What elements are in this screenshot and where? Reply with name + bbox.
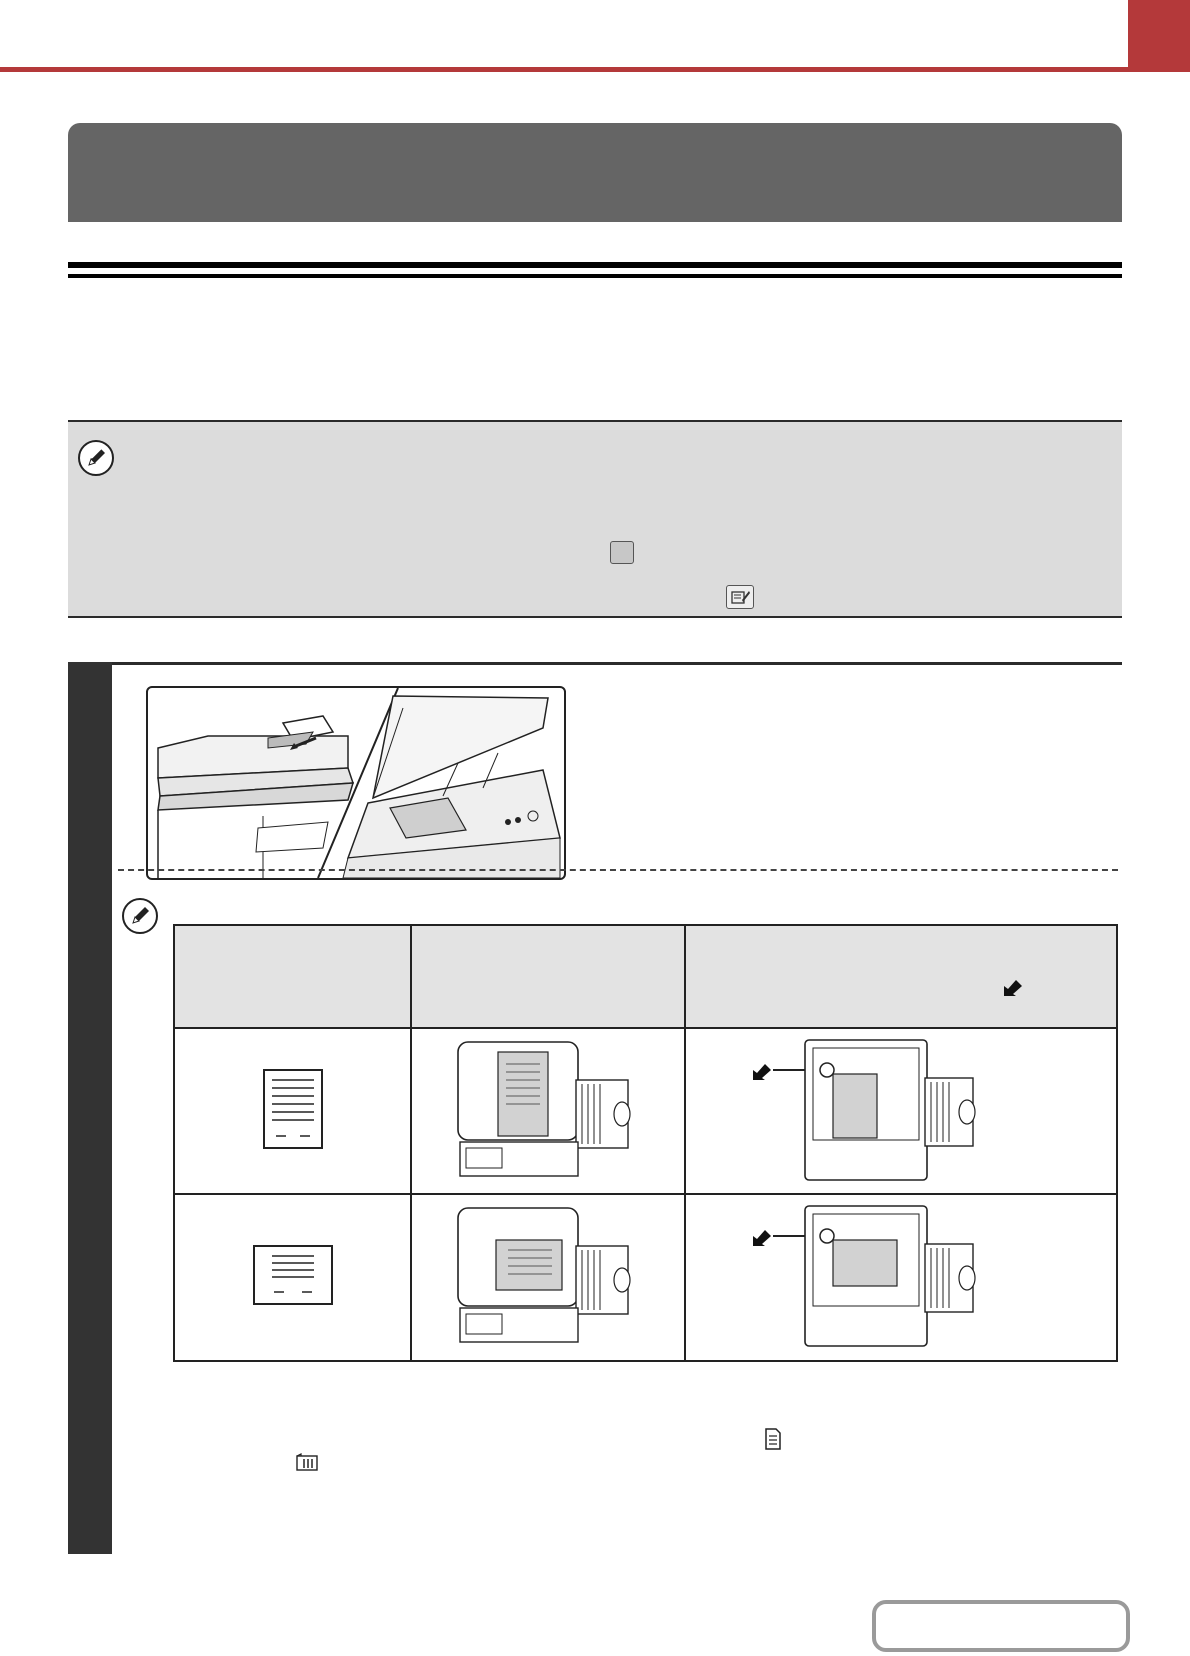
glass-portrait-icon: [751, 1034, 1051, 1184]
document-feeder-and-glass-illustration: [146, 686, 566, 880]
portrait-original-icon: [262, 1068, 324, 1150]
step-sidebar: [68, 662, 112, 1554]
landscape-original-icon: [252, 1244, 334, 1306]
chapter-header-band: [68, 123, 1122, 222]
table-row: [174, 1194, 1117, 1361]
landscape-original-cell: [174, 1194, 411, 1361]
step-note-pencil-icon: [122, 898, 158, 934]
portrait-original-cell: [174, 1028, 411, 1194]
portrait-feeder-cell: [411, 1028, 685, 1194]
header-feeder-cell: [411, 925, 685, 1028]
settings-icon: [726, 585, 754, 609]
top-accent-tab: [1128, 0, 1190, 72]
landscape-glass-cell: [685, 1194, 1117, 1361]
key-button-icon: [610, 541, 634, 564]
orientation-table: [173, 924, 1118, 1362]
table-row: [174, 1028, 1117, 1194]
section-title-rule: [68, 262, 1122, 268]
header-glass-cell: [685, 925, 1117, 1028]
pencil-icon: [78, 440, 114, 476]
landscape-feeder-cell: [411, 1194, 685, 1361]
table-header-row: [174, 925, 1117, 1028]
note-box: [68, 420, 1122, 618]
top-accent-rule: [0, 67, 1128, 72]
document-icon: [764, 1428, 782, 1450]
portrait-glass-cell: [685, 1028, 1117, 1194]
feeder-portrait-icon: [456, 1038, 640, 1180]
header-original-cell: [174, 925, 411, 1028]
contents-button[interactable]: [872, 1600, 1130, 1652]
glass-landscape-icon: [751, 1200, 1051, 1350]
section-title-rule-lower: [68, 274, 1122, 278]
binding-icon: [296, 1453, 318, 1471]
step-top-rule: [68, 662, 1122, 665]
feeder-landscape-icon: [456, 1204, 640, 1346]
dotted-divider: [118, 869, 1118, 871]
placement-arrow-icon: [1002, 978, 1024, 998]
